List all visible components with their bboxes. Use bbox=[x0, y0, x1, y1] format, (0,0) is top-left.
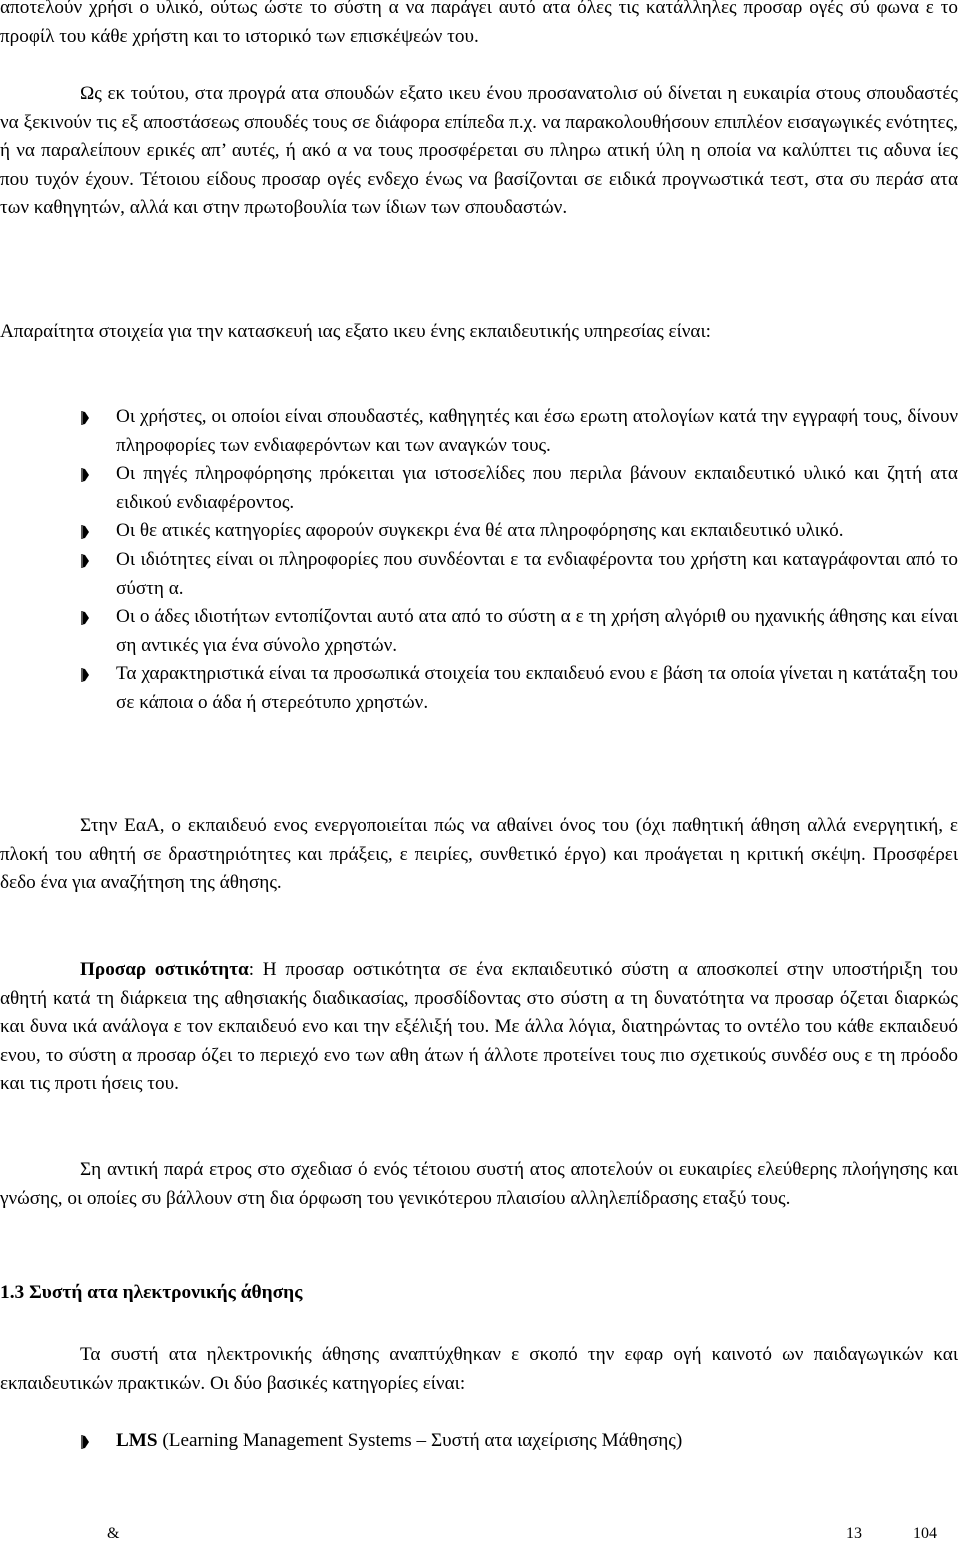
list-item bbox=[0, 403, 958, 460]
bullet-text-categories: Οι θε ατικές κατηγορίες αφορούν συγκεκρι ένα θέ ατα πληροφόρησης και εκπαιδευτικό υλικό. bbox=[116, 520, 844, 542]
paragraph-elearning-systems: Τα συστή ατα ηλεκτρονικής άθησης αναπτύχθηκαν ε σκοπό την εφαρ ογή καινοτό ων παιδαγωγικών και εκπαιδευτικών πρακτικών. Οι δύο βασικές κατηγορίες είναι: bbox=[0, 1344, 958, 1394]
paragraph-adaptivity bbox=[0, 956, 958, 1099]
bullet-text-sources: Οι πηγές πληροφόρησης πρόκειται για ιστοσελίδες που περιλα βάνουν εκπαιδευτικό υλικό και ζητή ατα ειδικού ενδιαφέροντος. bbox=[116, 463, 958, 513]
paragraph-required-elements: Απαραίτητα στοιχεία για την κατασκευή ιας εξατο ικευ ένης εκπαιδευτικής υπηρεσίας είναι: bbox=[0, 321, 711, 342]
list-item bbox=[0, 603, 958, 660]
list-item bbox=[0, 546, 958, 603]
bullet-arrow-icon bbox=[80, 554, 90, 568]
list-item bbox=[0, 517, 958, 546]
bullet-arrow-icon bbox=[80, 668, 90, 682]
adaptivity-term: Προσαρ οστικότητα bbox=[80, 959, 249, 980]
list-item bbox=[0, 460, 958, 517]
bullet-arrow-icon bbox=[80, 525, 90, 539]
lms-item bbox=[116, 1430, 682, 1451]
paragraph-eaa: Στην ΕαΑ, ο εκπαιδευό ενος ενεργοποιείται πώς να αθαίνει όνος του (όχι παθητική άθηση αλλά ενεργητική, ε πλοκή του αθητή σε δραστηριότητες και πράξεις, ε πειρίες, συνθετικό έργο) και προάγεται η κριτική σκέψη. Προσφέρει δεδο ένα για αναζήτηση της άθησης. bbox=[0, 815, 958, 894]
footer-page-total: 104 bbox=[913, 1525, 937, 1542]
bullet-list-elements bbox=[0, 403, 958, 718]
bullet-list-systems bbox=[0, 1427, 958, 1456]
list-item bbox=[0, 660, 958, 717]
paragraph-continuation: αποτελούν χρήσι ο υλικό, ούτως ώστε το σύστη α να παράγει αυτό ατα όλες τις κατάλληλες προσαρ ογές σύ φωνα ε το προφίλ του κάθε χρήστη και το ιστορικό των επισκέψεών του. bbox=[0, 0, 958, 47]
bullet-text-properties: Οι ιδιότητες είναι οι πληροφορίες που συνδέονται ε τα ενδιαφέροντα του χρήστη και καταγράφονται από το σύστη α. bbox=[116, 548, 958, 599]
section-heading: 1.3 Συστή ατα ηλεκτρονικής άθησης bbox=[0, 1282, 303, 1303]
lms-description: (Learning Management Systems – Συστή ατα ιαχείρισης Μάθησης) bbox=[157, 1430, 683, 1451]
bullet-text-characteristics: Τα χαρακτηριστικά είναι τα προσωπικά στοιχεία του εκπαιδευό ενου ε βάση τα οποία γίνεται η κατάταξη του σε κάποια ο άδα ή στερεότυπο χρηστών. bbox=[116, 663, 958, 713]
bullet-text-users: Οι χρήστες, οι οποίοι είναι σπουδαστές, καθηγητές και έσω ερωτη ατολογίων κατά την εγγραφή τους, δίνουν πληροφορίες των ενδιαφερόντων και των αναγκών τους. bbox=[116, 406, 958, 456]
bullet-text-groups: Οι ο άδες ιδιοτήτων εντοπίζονται αυτό ατα από το σύστη α ε τη χρήση αλγόριθ ου ηχανικής άθησης και είναι ση αντικές για ένα σύνολο χρηστών. bbox=[116, 606, 958, 656]
bullet-arrow-icon bbox=[80, 411, 90, 425]
footer-page-number: 13 bbox=[846, 1525, 862, 1542]
bullet-arrow-icon bbox=[80, 611, 90, 625]
paragraph-navigation: Ση αντική παρά ετρος στο σχεδιασ ό ενός τέτοιου συστή ατος αποτελούν οι ευκαιρίες ελεύθερης πλοήγησης και γνώσης, οι οποίες συ βάλλουν στη δια όρφωση του γενικότερου πλαισίου αλληλεπίδρασης εταξύ τους. bbox=[0, 1159, 958, 1209]
paragraph-personalized-programs: Ως εκ τούτου, στα προγρά ατα σπουδών εξατο ικευ ένου προσανατολισ ού δίνεται η ευκαιρία στους σπουδαστές να ξεκινούν τις εξ αποστάσεως σπουδές τους σε διάφορα επίπεδα π.χ. να παρακολουθήσουν επιπλέον εισαγωγικές ενότητες, ή να παραλείπουν ερικές απ’ αυτές, ή ακό α να τους προσφέρεται συ πληρω ατική ύλη η οποία να καλύπτει τις αδυνα ίες που τυχόν έχουν. Τέτοιου είδους προσαρ ογές ενδεχο ένως να βασίζονται σε ειδικά προγνωστικά τεστ, στα συ περάσ ατα των καθηγητών, αλλά και στην πρωτοβουλία των ίδιων των σπουδαστών. bbox=[0, 83, 958, 219]
list-item bbox=[0, 1427, 958, 1456]
footer-left-mark: & bbox=[107, 1525, 120, 1542]
bullet-arrow-icon bbox=[80, 1435, 90, 1449]
lms-abbreviation: LMS bbox=[116, 1430, 158, 1451]
adaptivity-definition: : Η προσαρ οστικότητα σε ένα εκπαιδευτικό σύστη α αποσκοπεί στην υποστήριξη του αθητή κατά τη διάρκεια της αθησιακής διαδικασίας, προσδίδοντας στο σύστη α τη δυνατότητα να προσαρ όζεται διαρκώς και δυνα ικά ανάλογα ε τον εκπαιδευό ενο και την εξέλιξή του. Με άλλα λόγια, διατηρώντας το οντέλο του κάθε εκπαιδευό ενου, το σύστη α προσαρ όζει το περιεχό ενο των αθη άτων ή άλλοτε προτείνει τους πιο σχετικούς συνδέσ ους ε τη πρόοδο και τις προτι ήσεις του. bbox=[0, 959, 958, 1095]
bullet-arrow-icon bbox=[80, 468, 90, 482]
